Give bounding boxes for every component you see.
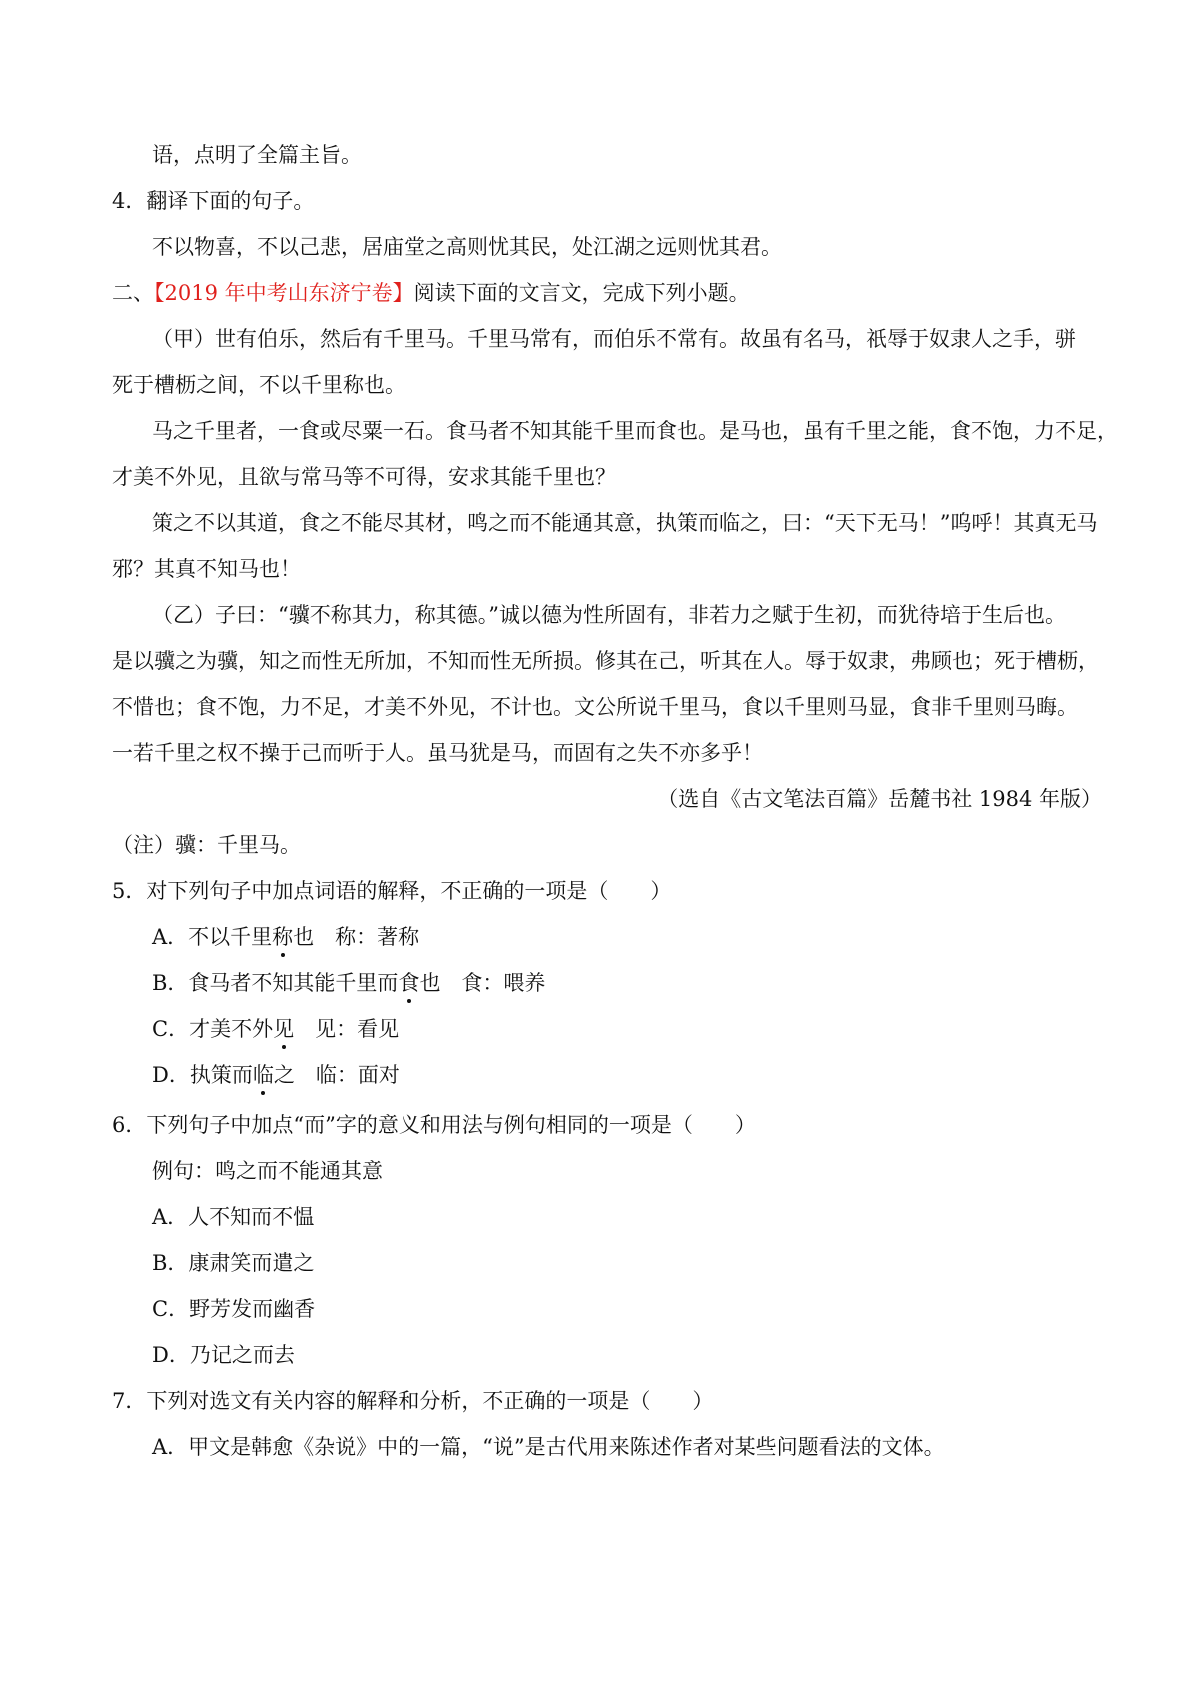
passage-jia-p3-line2: 邪？其真不知马也！	[112, 557, 301, 581]
option-d-dotted-word: 临	[253, 1060, 274, 1090]
option-d-text-after: 之 临：面对	[273, 1063, 400, 1087]
option-b-dotted-word: 食	[398, 968, 419, 998]
section-2-instruction: 阅读下面的文言文，完成下列小题。	[413, 281, 750, 305]
option-a-dotted-word: 称	[272, 922, 293, 952]
question-6-stem: 6．下列句子中加点“而”字的意义和用法与例句相同的一项是（ ）	[112, 1113, 756, 1137]
passage-jia-p3-line1: 策之不以其道，食之不能尽其材，鸣之而不能通其意，执策而临之，曰：“天下无马！”呜呼！其真无马	[152, 511, 1098, 535]
question-5-option-b[interactable]	[152, 968, 545, 998]
section-2-prefix: 二、	[112, 281, 154, 305]
passage-yi-line2: 是以骥之为骥，知之而性无所加，不知而性无所损。修其在己，听其在人。辱于奴隶，弗顾也；死于槽枥，	[112, 649, 1099, 673]
continued-answer-line: 语，点明了全篇主旨。	[152, 143, 362, 167]
option-d-text-before: D．执策而	[152, 1063, 253, 1087]
question-6-option-a[interactable]: A．人不知而不愠	[152, 1205, 315, 1229]
option-c-text-after: 见：看见	[294, 1017, 400, 1041]
passage-yi-line3: 不惜也；食不饱，力不足，才美不外见，不计也。文公所说千里马，食以千里则马显，食非千里则马晦。	[112, 695, 1078, 719]
question-7-option-a[interactable]: A．甲文是韩愈《杂说》中的一篇，“说”是古代用来陈述作者对某些问题看法的文体。	[152, 1435, 945, 1459]
passage-source-citation: （选自《古文笔法百篇》岳麓书社 1984 年版）	[657, 787, 1102, 811]
passage-jia-p2-line2: 才美不外见，且欲与常马等不可得，安求其能千里也？	[112, 465, 616, 489]
question-6-option-b[interactable]: B．康肃笑而遣之	[152, 1251, 315, 1275]
option-b-text-after: 也 食：喂养	[419, 971, 546, 995]
question-4-sentence: 不以物喜，不以己悲，居庙堂之高则忧其民，处江湖之远则忧其君。	[152, 235, 782, 259]
question-4-stem: 4．翻译下面的句子。	[112, 189, 315, 213]
section-2-heading	[112, 278, 750, 308]
annotation-note: （注）骥：千里马。	[112, 833, 301, 857]
question-5-option-c[interactable]	[152, 1014, 399, 1044]
passage-jia-p2-line1: 马之千里者，一食或尽粟一石。食马者不知其能千里而食也。是马也，虽有千里之能，食不饱，力不足，	[152, 419, 1118, 443]
section-2-source: 【2019 年中考山东济宁卷】	[154, 281, 414, 305]
option-b-text-before: B．食马者不知其能千里而	[152, 971, 399, 995]
question-5-option-d[interactable]	[152, 1060, 400, 1090]
question-6-example: 例句：鸣之而不能通其意	[152, 1159, 383, 1183]
passage-yi-line1: （乙）子曰：“骥不称其力，称其德。”诚以德为性所固有，非若力之赋于生初，而犹待培于生后也。	[152, 603, 1066, 627]
question-5-option-a[interactable]	[152, 922, 419, 952]
option-a-text-before: A．不以千里	[152, 925, 273, 949]
question-6-option-d[interactable]: D．乃记之而去	[152, 1343, 295, 1367]
question-7-stem: 7．下列对选文有关内容的解释和分析，不正确的一项是（ ）	[112, 1389, 714, 1413]
question-6-option-c[interactable]: C．野芳发而幽香	[152, 1297, 316, 1321]
passage-jia-p1-line1: （甲）世有伯乐，然后有千里马。千里马常有，而伯乐不常有。故虽有名马，祇辱于奴隶人之手，骈	[152, 327, 1076, 351]
passage-jia-p1-line2: 死于槽枥之间，不以千里称也。	[112, 373, 406, 397]
option-c-text-before: C．才美不外	[152, 1017, 274, 1041]
question-5-stem: 5．对下列句子中加点词语的解释，不正确的一项是（ ）	[112, 879, 672, 903]
passage-yi-line4: 一若千里之权不操于己而听于人。虽马犹是马，而固有之失不亦多乎！	[112, 741, 763, 765]
option-a-text-after: 也 称：著称	[293, 925, 420, 949]
option-c-dotted-word: 见	[273, 1014, 294, 1044]
